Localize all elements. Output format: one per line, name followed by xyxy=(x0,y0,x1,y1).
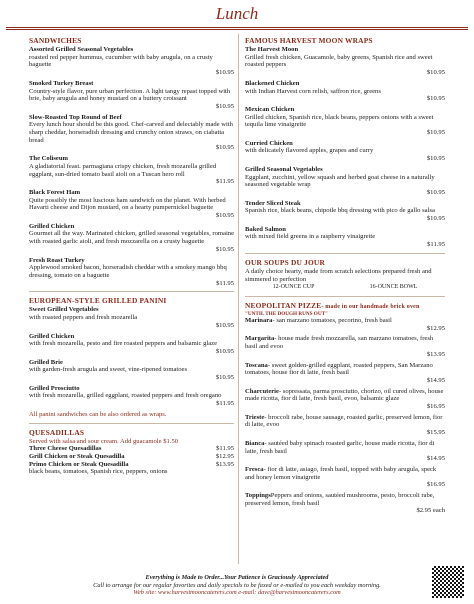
pizza-heading-sub: - made in our handmade brick oven xyxy=(321,303,420,310)
menu-item-name: Fresh Roast Turkey xyxy=(29,256,85,264)
menu-item xyxy=(245,362,445,385)
menu-item-name: The Harvest Moon xyxy=(245,46,299,53)
menu-item xyxy=(245,492,445,515)
menu-item-line xyxy=(245,492,445,507)
menu-item-desc: Eggplant, zucchini, yellow squash and herbed goat cheese in a naturally seasoned vegetable wrap xyxy=(245,173,435,189)
menu-item-price: $10.95 xyxy=(215,374,234,382)
menu-item-price: $10.95 xyxy=(215,321,234,329)
menu-item-price: $10.95 xyxy=(426,188,445,196)
menu-item-price: $2.95 each xyxy=(416,507,445,515)
menu-item xyxy=(245,80,445,103)
menu-item-name: Blackened Chicken xyxy=(245,79,300,87)
menu-item-desc: with delicately flavored apples, grapes and curry xyxy=(245,147,374,155)
menu-item-line xyxy=(245,440,445,455)
menu-item-price: $10.95 xyxy=(426,215,445,223)
menu-item-name: Grill Chicken or Steak Quesadilla xyxy=(29,452,125,460)
menu-item-price: $11.95 xyxy=(216,400,234,408)
pizza-subtitle: "UNTIL THE DOUGH RUNS OUT" xyxy=(245,310,328,317)
panini-note: All panini sandwiches can be also ordered as wraps. xyxy=(29,410,167,418)
menu-item-name: Bianca xyxy=(245,439,265,447)
section-divider xyxy=(29,291,234,292)
menu-item-name: Grilled Chicken xyxy=(29,222,75,230)
menu-item-line xyxy=(245,335,445,350)
menu-item-price: $13.95 xyxy=(426,350,445,358)
menu-item xyxy=(29,461,234,469)
menu-item xyxy=(29,155,234,186)
menu-item-line xyxy=(245,317,445,325)
menu-item-name: Three Cheese Quesadillas xyxy=(29,445,102,453)
menu-item-price: $10.95 xyxy=(215,212,234,220)
menu-item-name: Toppings xyxy=(245,492,271,500)
menu-item-name: Grilled Prosciutto xyxy=(29,384,80,392)
menu-item-name: The Coliseum xyxy=(29,155,69,163)
menu-item-price: $16.95 xyxy=(426,403,445,411)
menu-item xyxy=(245,440,445,463)
pizza-heading-title: NEOPOLITAN PIZZE xyxy=(245,300,322,310)
menu-item-price: $11.95 xyxy=(427,241,445,249)
menu-item xyxy=(29,257,234,288)
menu-item-desc: Every lunch hour should be this good. Chef-carved and delectably made with sharp cheddar, horseradish dressing and crunchy onion straws, on ciabatta bread xyxy=(29,121,233,144)
right-column xyxy=(245,36,445,518)
menu-item xyxy=(29,445,234,453)
menu-item xyxy=(245,414,445,437)
quesadillas-extra-desc: black beans, tomatoes, Spanish rice, peppers, onions xyxy=(29,468,168,476)
menu-item-name: Slow-Roasted Top Round of Beef xyxy=(29,113,122,121)
sandwiches-list xyxy=(29,46,234,287)
menu-item-name: Charcuterie xyxy=(245,387,279,395)
menu-item-desc: - sautéed baby spinach roasted garlic, house made ricotta, fior di latte, fresh basil xyxy=(245,439,435,455)
panini-list xyxy=(29,306,234,407)
footer-line-2: Call to arrange for our regular favorites and daily specials to be faxed or e-mailed to you each weekday morning. xyxy=(93,581,381,589)
menu-item-name: Grilled Chicken xyxy=(29,332,75,340)
menu-item-price: $15.95 xyxy=(426,429,445,437)
wraps-heading: FAMOUS HARVEST MOON WRAPS xyxy=(245,36,373,45)
menu-item-name: Baked Salmon xyxy=(245,225,286,233)
menu-item-desc: A gladiatorial feast. parmagiana crispy chicken, fresh mozarella grilled eggplant, sun-dried tomato basil aioli on a Tuscan hero roll xyxy=(29,162,217,178)
menu-item xyxy=(245,46,445,77)
menu-item xyxy=(29,385,234,408)
footer xyxy=(0,574,474,597)
menu-item-desc: with fresh mozarella, grilled eggplant, roasted peppers and fresh oregano xyxy=(29,392,222,400)
menu-item-desc: - san marzano tomatoes, pecorino, fresh basil xyxy=(272,316,392,324)
menu-item-price: $10.95 xyxy=(426,69,445,77)
menu-item-desc: - fior di latte, asiago, fresh basil, topped with baby arugula, speck and honey lemon vinaigrette xyxy=(245,465,437,481)
menu-item xyxy=(29,80,234,111)
menu-item-desc: with Indian Harvest corn relish, saffron rice, greens xyxy=(245,87,381,95)
panini-heading: EUROPEAN-STYLE GRILLED PANINI xyxy=(29,296,167,306)
menu-item-price: $10.95 xyxy=(426,95,445,103)
footer-line-3: Web site: www.harvestmooncaterers.com e-mail: dave@harvestmooncaterers.com xyxy=(133,589,341,597)
menu-item xyxy=(29,189,234,220)
title-rule-secondary xyxy=(6,29,468,30)
menu-item-line xyxy=(245,388,445,403)
column-divider xyxy=(238,34,239,564)
menu-item-line xyxy=(245,362,445,377)
menu-item xyxy=(29,359,234,382)
footer-line-1: Everything is Made to Order...Your Patience is Graciously Appreciated xyxy=(145,574,329,581)
left-column xyxy=(29,36,234,476)
menu-item-desc: Peppers and onions, sautéed mushrooms, pesto, broccoli rabe, preserved lemon, fresh basil xyxy=(245,492,435,507)
sandwiches-heading: SANDWICHES xyxy=(29,36,82,45)
page-title: Lunch xyxy=(215,4,259,23)
menu-item-price: $10.95 xyxy=(215,245,234,253)
menu-item-name: Tender Sliced Steak xyxy=(245,199,301,207)
soups-heading: OUR SOUPS DU JOUR xyxy=(245,257,325,267)
menu-item xyxy=(29,306,234,329)
quesadillas-list xyxy=(29,445,234,468)
menu-item-price: $11.95 xyxy=(216,178,234,186)
menu-item-desc: Grilled fresh chicken, Guacamole, baby greens, Spanish rice and sweet roasted peppers xyxy=(245,53,433,69)
menu-item-desc: roasted red pepper hummus, cucumber with baby arugula, on a crusty baguette xyxy=(29,53,213,69)
menu-item-name: Assorted Grilled Seasonal Vegetables xyxy=(29,46,134,53)
menu-item-price: $10.95 xyxy=(426,129,445,137)
menu-item-price: $13.95 xyxy=(215,460,234,468)
menu-item-name: Grilled Seasonal Vegetables xyxy=(245,165,323,173)
menu-item-desc: - sweet golden-grilled eggplant, roasted peppers, San Marzano tomatoes, house fior di latte, fresh basil xyxy=(245,361,433,377)
menu-item-desc: Quite possibly the most luscious ham sandwich on the planet. With herbed Havarti cheese and Dijon mustard, on a hearty pumpernickel baguette xyxy=(29,196,226,212)
menu-item-desc: with roasted peppers and fresh mozarella xyxy=(29,314,138,322)
menu-item xyxy=(29,46,234,77)
menu-item-desc: Gourmet all the way. Marinated chicken, grilled seasonal vegetables, romaine with roasted garlic aioli, and fresh mozzarella on a crusty baguette xyxy=(29,230,235,246)
menu-item-price: $12.95 xyxy=(215,452,234,460)
menu-item xyxy=(245,140,445,163)
menu-item-name: Trieste xyxy=(245,413,265,421)
menu-item xyxy=(245,388,445,411)
soup-bowl-size: 16-OUNCE BOWL xyxy=(369,284,418,291)
pizza-list xyxy=(245,317,445,515)
menu-item-price: $14.95 xyxy=(426,455,445,463)
soups-sizes xyxy=(245,284,445,292)
menu-item-line xyxy=(245,466,445,481)
menu-item-name: Primo Chicken or Steak Quesadilla xyxy=(29,460,129,468)
menu-item-name: Grilled Brie xyxy=(29,358,63,366)
menu-item xyxy=(29,333,234,356)
quesadillas-heading: QUESADILLAS xyxy=(29,427,85,437)
menu-item-name: Sweet Grilled Vegetables xyxy=(29,306,99,314)
menu-item-price: $10.95 xyxy=(426,155,445,163)
menu-item-desc: Spanish rice, black beans, chipotle bbq dressing with pico de gallo salsa xyxy=(245,207,435,215)
soup-cup-size: 12-OUNCE CUP xyxy=(272,284,315,291)
menu-item-desc: with mixed field greens in a raspberry vinaigrette xyxy=(245,233,376,241)
menu-item-desc: with fresh mozarella, pesto and fire roasted peppers and balsamic glaze xyxy=(29,340,218,348)
menu-item-price: $10.95 xyxy=(215,102,234,110)
menu-item xyxy=(245,466,445,489)
menu-item-line xyxy=(245,414,445,429)
menu-item-price: $10.95 xyxy=(215,347,234,355)
menu-item-desc: - sopressata, parma prosciutto, chorizo, oil cured olives, house made ricotta, fior di latte, fresh basil, evoo, balsamic glaze xyxy=(245,387,444,403)
menu-item-price: $11.95 xyxy=(216,445,234,453)
menu-item xyxy=(245,317,445,332)
menu-item-name: Toscana xyxy=(245,361,268,369)
menu-item-name: Marinara xyxy=(245,316,273,324)
menu-item-name: Fresca xyxy=(245,465,264,473)
menu-item-desc: Applewood smoked bacon, horseradish cheddar with a smokey mango bbq dressing, tomato on a baguette xyxy=(29,264,227,279)
menu-item-name: Mexican Chicken xyxy=(245,105,295,113)
menu-item-desc: Country-style flavor, pure urban perfection. A light tangy repast topped with brie, baby arugula and honey mustard on a buttery croissant xyxy=(29,87,231,103)
menu-item xyxy=(245,335,445,358)
menu-item xyxy=(29,223,234,254)
menu-item-price: $12.95 xyxy=(426,324,445,332)
menu-item-desc: - house made fresh mozzarella, san marzano tomatoes, fresh basil and evoo xyxy=(245,335,434,351)
qr-code-icon xyxy=(432,566,464,598)
soups-desc: A daily choice hearty, made from scratch selections prepared fresh and simmered to perfection xyxy=(245,267,432,283)
quesadillas-note: Served with salsa and sour cream. Add guacamole $1.50 xyxy=(29,437,179,445)
menu-item xyxy=(29,114,234,153)
menu-item-price: $10.95 xyxy=(215,69,234,77)
menu-item xyxy=(245,226,445,249)
menu-item xyxy=(245,166,445,197)
menu-item-desc: Grilled chicken, Spanish rice, black beans, peppers onions with a sweet tequila lime vinaigrette xyxy=(245,113,434,129)
menu-item-name: Black Forest Ham xyxy=(29,188,81,196)
wraps-list xyxy=(245,46,445,249)
menu-item-name: Smoked Turkey Breast xyxy=(29,79,94,87)
menu-item-price: $14.95 xyxy=(426,376,445,384)
menu-item-price: $16.95 xyxy=(426,481,445,489)
menu-item-price: $11.95 xyxy=(216,279,234,287)
section-divider xyxy=(245,253,445,254)
menu-item-desc: with garden-fresh arugula and sweet, vine-ripened tomatoes xyxy=(29,366,188,374)
title-rule xyxy=(6,27,468,28)
section-divider xyxy=(245,296,445,297)
section-divider xyxy=(29,423,234,424)
menu-item xyxy=(245,200,445,223)
menu-item-name: Curried Chicken xyxy=(245,139,293,147)
menu-item-price: $10.95 xyxy=(215,144,234,152)
menu-item xyxy=(245,106,445,137)
menu-item-desc: - broccoli rabe, house sausage, roasted garlic, preserved lemon, fior di latte, evoo xyxy=(245,413,443,429)
menu-item xyxy=(29,453,234,461)
menu-item-name: Margarita xyxy=(245,335,275,343)
